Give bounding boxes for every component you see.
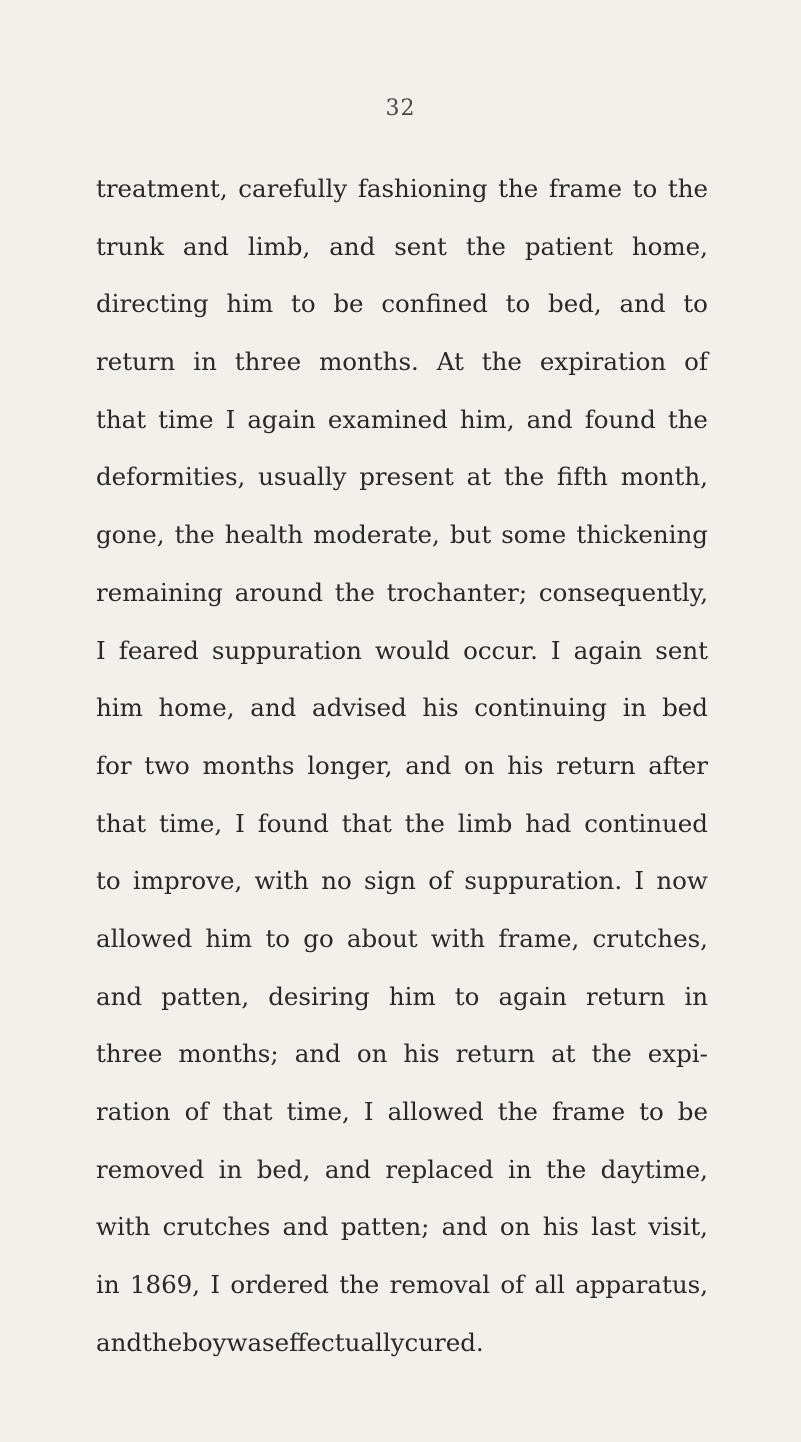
word: and [96, 981, 143, 1011]
word: three [234, 347, 302, 377]
word: moderate, [313, 520, 440, 550]
word: months. [319, 347, 419, 377]
text-line-last [96, 1314, 708, 1372]
word: the [667, 404, 708, 434]
word: home, [158, 693, 235, 723]
word: trochanter; [386, 577, 528, 607]
text-line [96, 1025, 708, 1083]
word: 1869, [129, 1270, 201, 1300]
word: and [324, 1154, 371, 1184]
word: now [656, 866, 708, 896]
word: the [142, 1327, 183, 1357]
word: again [247, 404, 316, 434]
word: some [501, 520, 567, 550]
text-line [96, 1198, 708, 1256]
text-line [96, 160, 708, 218]
word: to [639, 1097, 664, 1126]
word: crutches, [592, 923, 708, 953]
word: examined [327, 404, 448, 434]
word: months; [178, 1039, 279, 1069]
word: at [551, 1039, 576, 1069]
word: fashioning [357, 174, 488, 203]
word: sent [655, 635, 708, 665]
word: be [333, 289, 364, 319]
word: two [144, 750, 190, 780]
text-line [96, 506, 708, 564]
word: occur. [463, 635, 538, 665]
word: and [405, 750, 452, 780]
word: and [96, 1327, 143, 1357]
word: no [321, 866, 352, 896]
word: I [550, 635, 561, 665]
word: and [282, 1212, 329, 1242]
word: him [226, 289, 274, 319]
word: patten; [340, 1212, 430, 1242]
word: month, [620, 462, 708, 492]
word: the [481, 347, 522, 377]
word: at [466, 462, 492, 492]
word: the [546, 1154, 587, 1184]
word: was [226, 1327, 275, 1357]
word: and [441, 1212, 488, 1242]
word: ordered [230, 1270, 329, 1300]
word: to [291, 289, 316, 319]
word: replaced [385, 1154, 494, 1184]
text-line [96, 333, 708, 391]
word: after [648, 750, 708, 780]
word: bed, [256, 1154, 311, 1184]
word: usually [258, 462, 347, 492]
word: return [586, 981, 666, 1011]
word: three [96, 1039, 163, 1069]
word: to [632, 174, 658, 203]
word: frame, [498, 923, 580, 953]
word: in [684, 981, 708, 1011]
word: on [499, 1212, 531, 1242]
word: and [526, 404, 573, 434]
word: suppuration. [464, 866, 623, 896]
word: continued [584, 808, 708, 838]
word: the [334, 577, 375, 607]
word: that [96, 808, 147, 838]
word: return [455, 1039, 536, 1069]
word: boy [182, 1327, 227, 1357]
word: desiring [268, 981, 370, 1011]
word: in [622, 693, 647, 723]
word: bed [662, 693, 708, 723]
text-line [96, 448, 708, 506]
word: found [257, 808, 329, 838]
word: I [210, 1270, 221, 1300]
word: allowed [387, 1097, 484, 1126]
word: confined [381, 289, 488, 319]
word: the [404, 808, 445, 838]
word: visit, [648, 1212, 708, 1242]
word: apparatus, [575, 1270, 708, 1300]
text-line [96, 1256, 708, 1314]
text-line [96, 795, 708, 853]
word: and [619, 289, 666, 319]
word: I [363, 1097, 374, 1126]
word: the [667, 174, 708, 203]
word: the [498, 174, 539, 203]
word: removed [96, 1154, 205, 1184]
word: removal [389, 1270, 491, 1300]
word: of [500, 1270, 525, 1300]
word: his [403, 1039, 440, 1069]
word: feared [118, 635, 199, 665]
word: crutches [162, 1212, 271, 1242]
word: effectually [274, 1327, 405, 1357]
word: fifth [556, 462, 608, 492]
word: limb [457, 808, 513, 838]
word: that [96, 404, 147, 434]
word: but [449, 520, 492, 550]
word: him [96, 693, 143, 723]
word: again [573, 635, 643, 665]
word: gone, [96, 520, 165, 550]
word: treatment, [96, 174, 228, 203]
word: improve, [132, 866, 243, 896]
word: all [534, 1270, 565, 1300]
word: that [341, 808, 392, 838]
word: and [182, 231, 229, 261]
text-line [96, 737, 708, 795]
word: and [329, 231, 376, 261]
word: sign [364, 866, 416, 896]
word: to [454, 981, 480, 1011]
word: and [294, 1039, 341, 1069]
word: present [359, 462, 454, 492]
word: to [683, 289, 708, 319]
word: with [96, 1212, 151, 1242]
word: in [508, 1154, 532, 1184]
word: of [428, 866, 453, 896]
word: his [542, 1212, 579, 1242]
word: ration [96, 1097, 171, 1126]
word: on [356, 1039, 388, 1069]
word: on [464, 750, 495, 780]
word: expi- [647, 1039, 708, 1069]
word: be [677, 1097, 708, 1126]
word: continuing [474, 693, 608, 723]
word: daytime, [600, 1154, 708, 1184]
word: go [303, 923, 334, 953]
word: longer, [307, 750, 393, 780]
text-line [96, 679, 708, 737]
word: home, [631, 231, 708, 261]
text-line [96, 218, 708, 276]
text-line [96, 852, 708, 910]
page-number: 32 [385, 96, 416, 121]
word: trunk [96, 231, 164, 261]
word: directing [96, 289, 209, 319]
word: patten, [161, 981, 250, 1011]
word: frame [551, 1097, 626, 1126]
word: him [205, 923, 253, 953]
word: return [96, 347, 176, 377]
word: about [346, 923, 418, 953]
word: around [234, 577, 324, 607]
word: At [436, 347, 464, 377]
word: I [96, 635, 106, 665]
word: cured. [404, 1327, 484, 1357]
word: with [254, 866, 309, 896]
word: thickening [576, 520, 708, 550]
word: his [507, 750, 544, 780]
word: carefully [238, 174, 348, 203]
word: expiration [539, 347, 667, 377]
word: in [193, 347, 217, 377]
word: suppuration [211, 635, 362, 665]
word: of [184, 1097, 209, 1126]
word: frame [548, 174, 623, 203]
word: the [339, 1270, 380, 1300]
text-line [96, 1141, 708, 1199]
text-line [96, 622, 708, 680]
word: the [503, 462, 545, 492]
word: I [634, 866, 645, 896]
word: the [174, 520, 215, 550]
word: health [224, 520, 304, 550]
text-line [96, 564, 708, 622]
word: time [158, 404, 214, 434]
word: sent [394, 231, 447, 261]
word: again [498, 981, 567, 1011]
word: found [584, 404, 656, 434]
word: bed, [548, 289, 602, 319]
word: to [265, 923, 291, 953]
word: limb, [247, 231, 311, 261]
text-line [96, 910, 708, 968]
word: I [235, 808, 245, 838]
word: the [497, 1097, 538, 1126]
text-line [96, 1083, 708, 1141]
text-line [96, 391, 708, 449]
word: remaining [96, 577, 223, 607]
word: had [525, 808, 572, 838]
word: in [218, 1154, 243, 1184]
word: patient [524, 231, 613, 261]
word: would [374, 635, 451, 665]
word: time, [286, 1097, 350, 1126]
word: advised [312, 693, 407, 723]
word: allowed [96, 923, 193, 953]
word: him [388, 981, 436, 1011]
word: him, [459, 404, 515, 434]
word: time, [159, 808, 223, 838]
word: in [96, 1270, 120, 1300]
body-text [96, 160, 708, 1371]
word: for [96, 750, 132, 780]
word: the [465, 231, 506, 261]
word: consequently, [538, 577, 708, 607]
word: to [505, 289, 531, 319]
word: with [430, 923, 486, 953]
word: that [222, 1097, 273, 1126]
word: the [591, 1039, 632, 1069]
text-line [96, 275, 708, 333]
word: return [556, 750, 636, 780]
word: last [591, 1212, 636, 1242]
word: to [96, 866, 121, 896]
word: his [422, 693, 459, 723]
word: months [202, 750, 295, 780]
word: of [684, 347, 708, 377]
word: and [250, 693, 297, 723]
text-line [96, 968, 708, 1026]
word: deformities, [96, 462, 246, 492]
word: I [225, 404, 236, 434]
